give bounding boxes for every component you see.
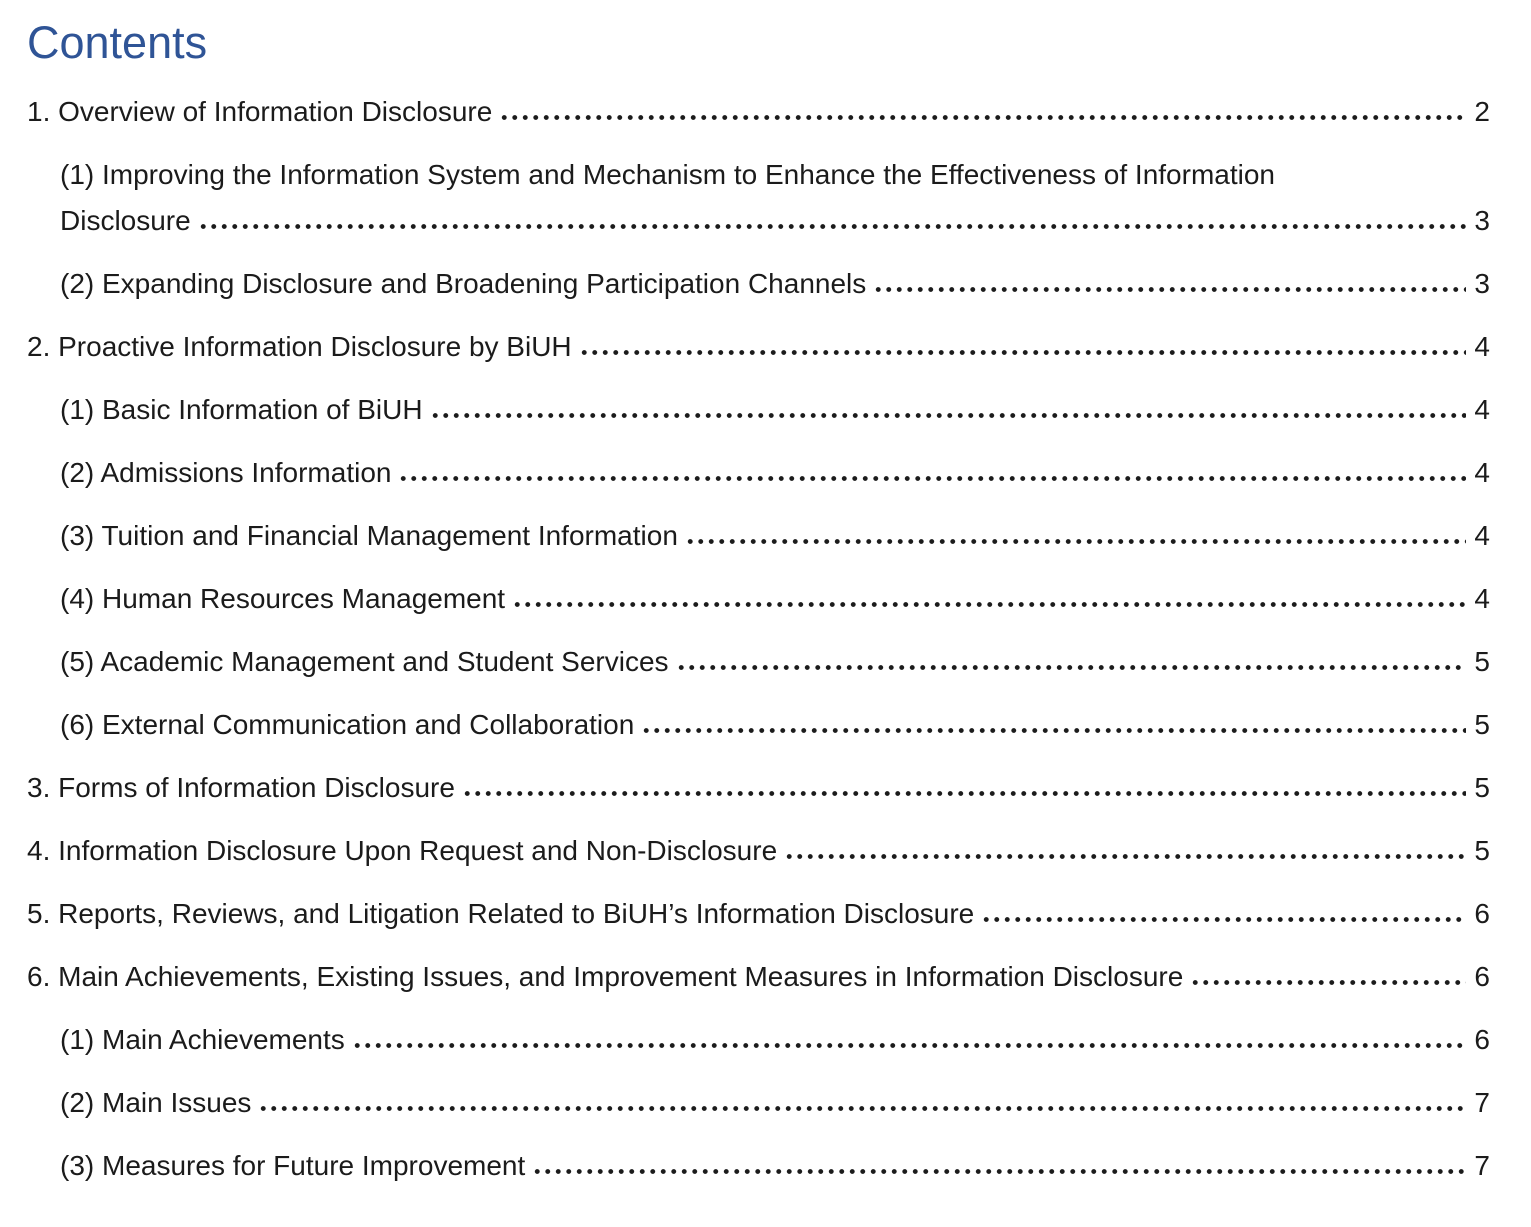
dot-leader [258, 1104, 1466, 1112]
dot-leader [641, 726, 1466, 734]
toc-entry-2[interactable] [27, 324, 1490, 370]
toc-page-number: 3 [1474, 205, 1490, 236]
toc-page-number: 6 [1474, 898, 1490, 929]
toc-entry-label: (5) Academic Management and Student Services [60, 646, 669, 677]
toc-entry-label: (2) Admissions Information [60, 457, 392, 488]
toc-entry-label: 3. Forms of Information Disclosure [27, 772, 455, 803]
toc-page-number: 6 [1474, 1024, 1490, 1055]
toc-entry-6-2[interactable] [27, 1080, 1490, 1126]
toc-entry-label: (1) Basic Information of BiUH [60, 394, 423, 425]
toc-entry-label: 4. Information Disclosure Upon Request and Non-Disclosure [27, 835, 778, 866]
toc-page-number: 4 [1474, 583, 1490, 614]
toc-entry-2-6[interactable] [27, 702, 1490, 748]
toc-entry-label: (1) Main Achievements [60, 1024, 345, 1055]
toc-entry-3[interactable] [27, 765, 1490, 811]
toc-entry-2-4[interactable] [27, 576, 1490, 622]
toc-entry-6[interactable] [27, 954, 1490, 1000]
toc-entry-label: (2) Expanding Disclosure and Broadening Participation Channels [60, 268, 867, 299]
toc-entry-label: 5. Reports, Reviews, and Litigation Related to BiUH’s Information Disclosure [27, 898, 975, 929]
dot-leader [873, 285, 1466, 293]
toc-entry-2-3[interactable] [27, 513, 1490, 559]
toc-entry-label: (2) Main Issues [60, 1087, 252, 1118]
dot-leader [981, 915, 1466, 923]
toc-entry-1-1[interactable] [27, 152, 1490, 244]
dot-leader [676, 663, 1467, 671]
toc-page-number: 7 [1474, 1150, 1490, 1181]
toc-page-number: 4 [1474, 394, 1490, 425]
toc-entry-6-3[interactable] [27, 1143, 1490, 1189]
toc-page-number: 7 [1474, 1087, 1490, 1118]
toc-page-number: 4 [1474, 520, 1490, 551]
dot-leader [430, 411, 1467, 419]
toc-page-number: 5 [1474, 835, 1490, 866]
dot-leader [1190, 978, 1466, 986]
dot-leader [685, 537, 1467, 545]
toc-entry-label-line1: (1) Improving the Information System and Mechanism to Enhance the Effectiveness of Information [60, 159, 1275, 190]
toc-entry-label: (3) Tuition and Financial Management Information [60, 520, 678, 551]
toc-entry-5[interactable] [27, 891, 1490, 937]
toc-entry-label-line2: Disclosure [60, 205, 191, 236]
toc-page-number: 5 [1474, 709, 1490, 740]
toc-entry-1-2[interactable] [27, 261, 1490, 307]
dot-leader [398, 474, 1466, 482]
toc-entry-2-2[interactable] [27, 450, 1490, 496]
toc-page-number: 6 [1474, 961, 1490, 992]
toc-entry-2-1[interactable] [27, 387, 1490, 433]
toc-entry-label: (6) External Communication and Collaboration [60, 709, 635, 740]
toc-page-number: 5 [1474, 772, 1490, 803]
toc-entry-label: (4) Human Resources Management [60, 583, 506, 614]
toc-entry-6-1[interactable] [27, 1017, 1490, 1063]
dot-leader [579, 348, 1467, 356]
toc-page-number: 5 [1474, 646, 1490, 677]
toc-entry-4[interactable] [27, 828, 1490, 874]
dot-leader [512, 600, 1466, 608]
toc-entry-label: (3) Measures for Future Improvement [60, 1150, 526, 1181]
dot-leader [499, 113, 1466, 121]
dot-leader [532, 1167, 1466, 1175]
toc-page-number: 3 [1474, 268, 1490, 299]
toc-entry-label: 6. Main Achievements, Existing Issues, and Improvement Measures in Information Disclosure [27, 961, 1184, 992]
toc-entry-1[interactable] [27, 89, 1490, 135]
toc-entry-label: 2. Proactive Information Disclosure by BiUH [27, 331, 572, 362]
dot-leader [462, 789, 1467, 797]
dot-leader [784, 852, 1466, 860]
contents-heading: Contents [27, 17, 208, 68]
toc-entry-label: 1. Overview of Information Disclosure [27, 96, 493, 127]
dot-leader [198, 222, 1467, 230]
table-of-contents [27, 89, 1490, 1189]
dot-leader [352, 1041, 1467, 1049]
toc-entry-2-5[interactable] [27, 639, 1490, 685]
toc-page-number: 4 [1474, 457, 1490, 488]
toc-page-number: 4 [1474, 331, 1490, 362]
toc-page-number: 2 [1474, 96, 1490, 127]
